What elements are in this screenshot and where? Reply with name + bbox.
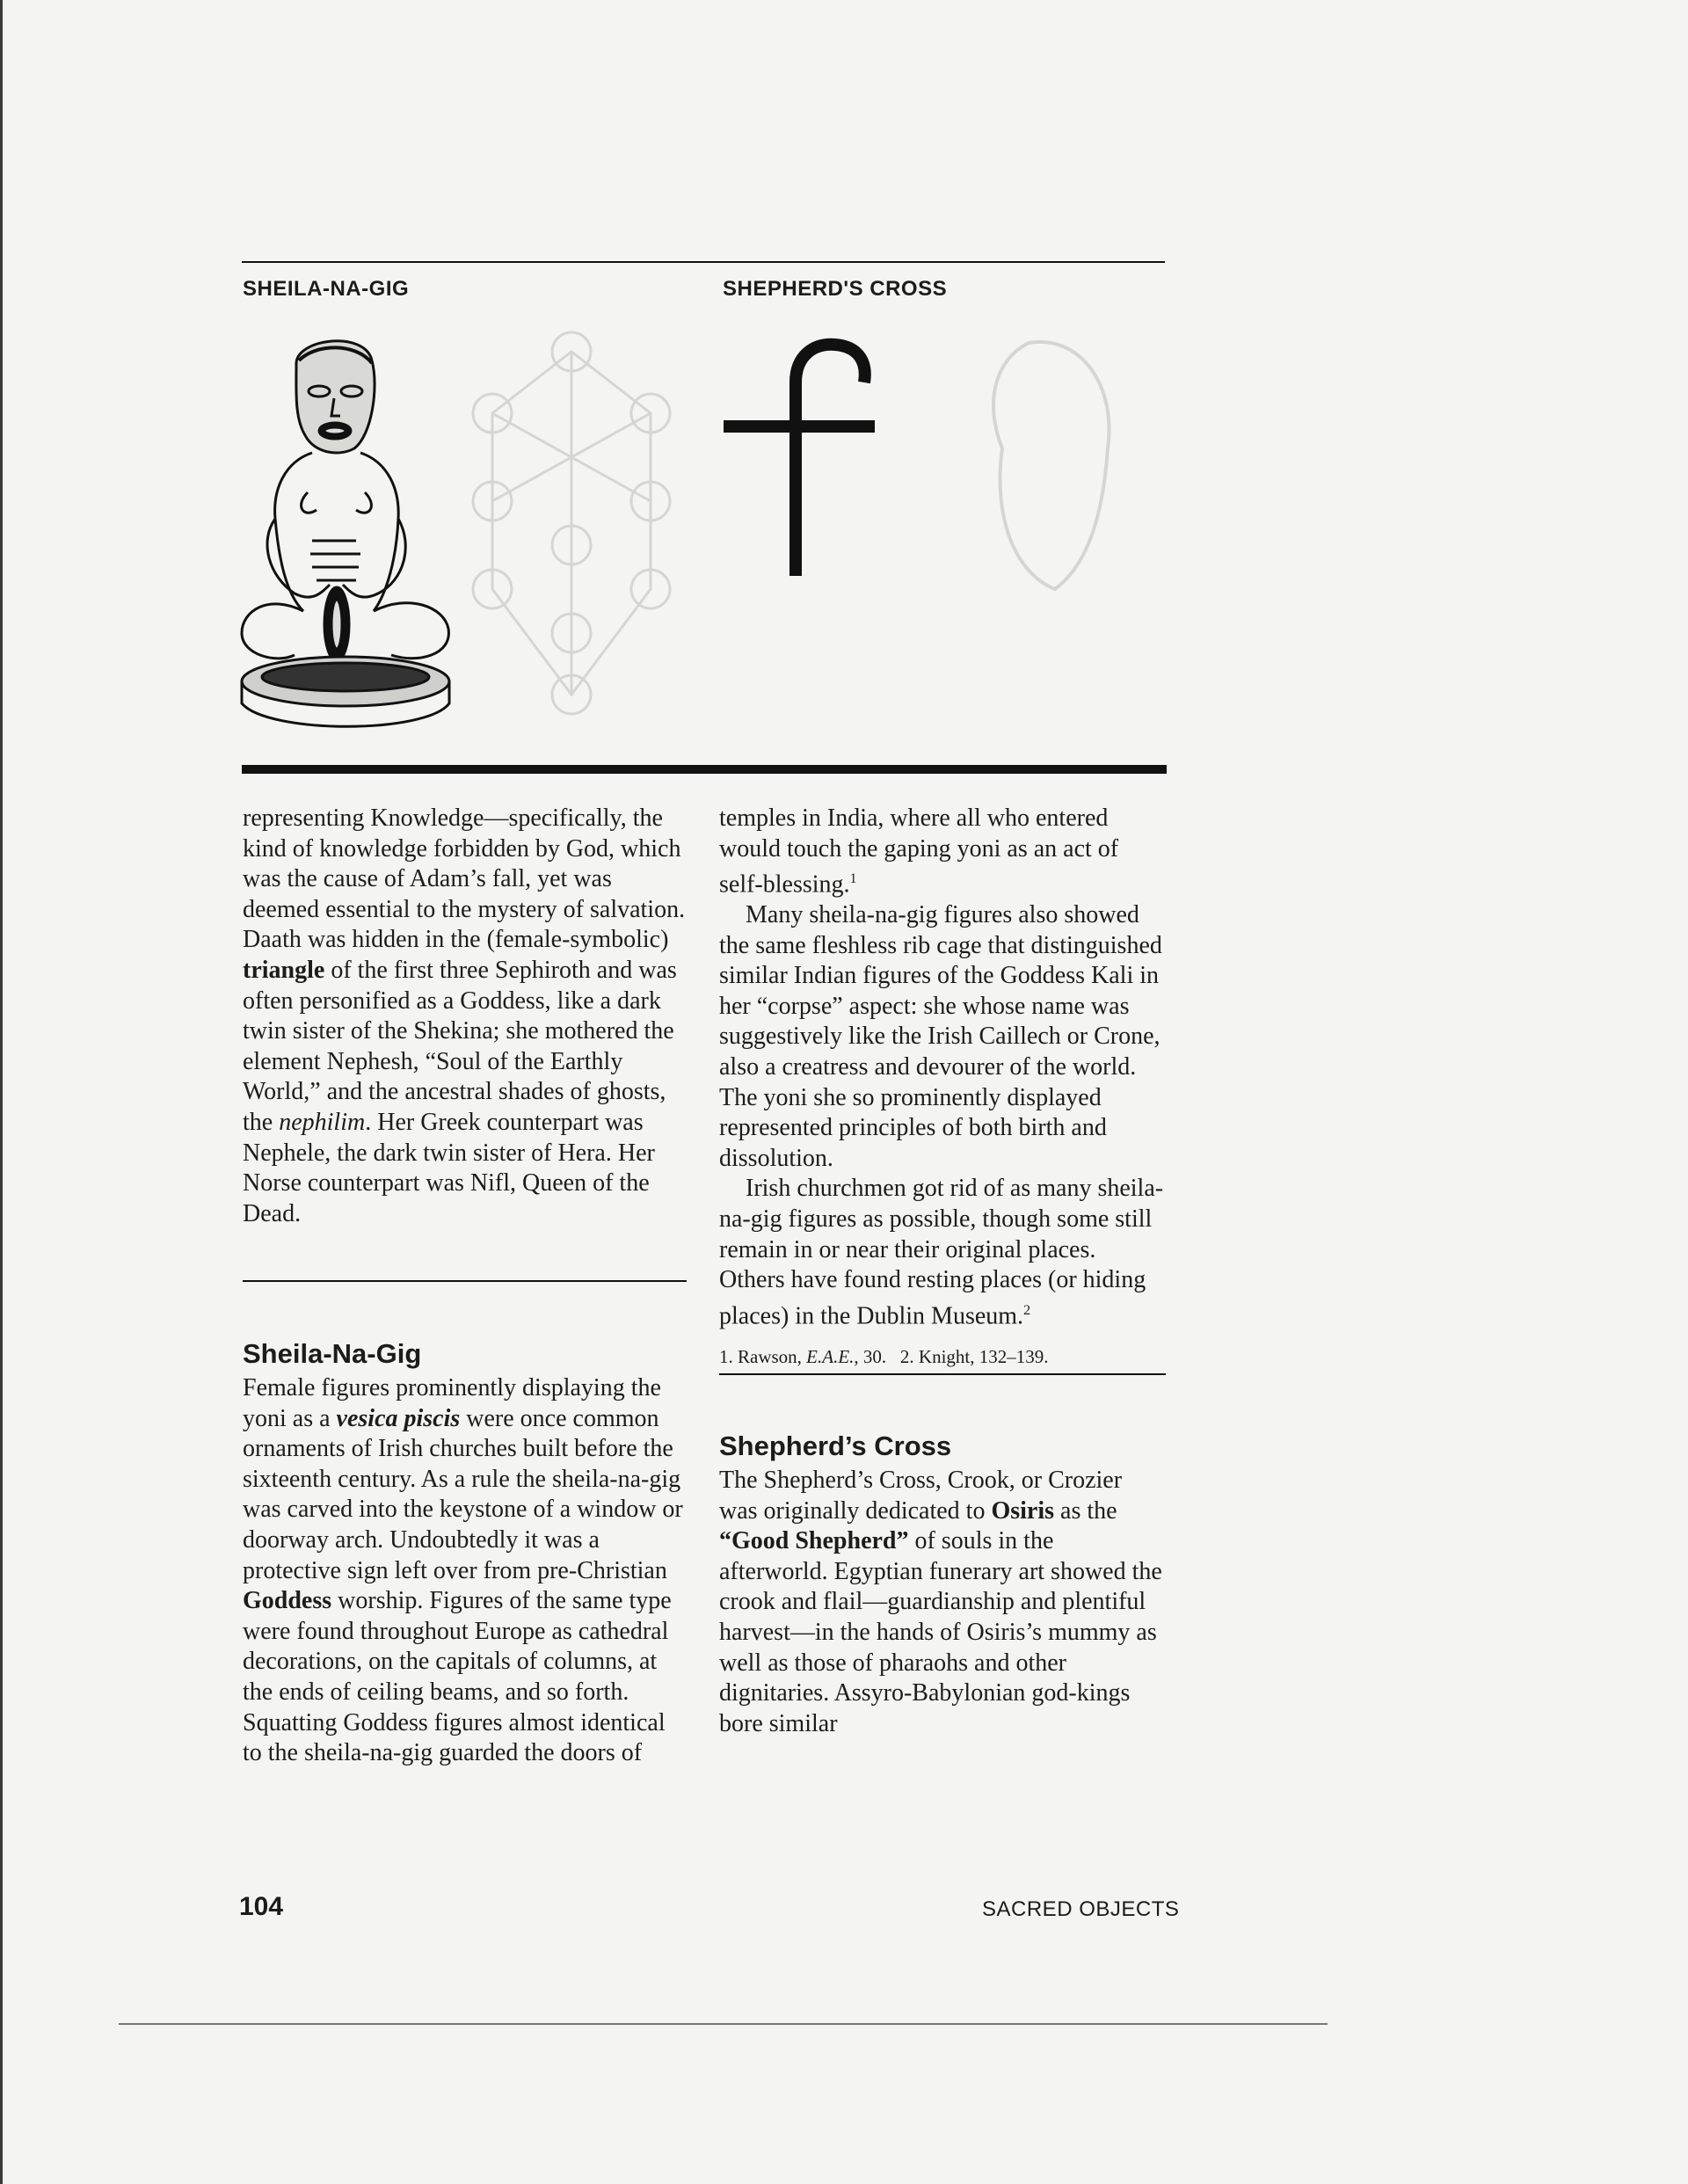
vesica-piscis-link: vesica piscis bbox=[336, 1404, 461, 1432]
left-column bbox=[243, 804, 687, 1229]
page-number: 104 bbox=[239, 1892, 284, 1921]
figure-divider bbox=[242, 765, 1167, 774]
right-paragraph-3: Irish churchmen got rid of as many sheila-na-gig figures as possible, though some still remain in or near their original places. Others have found resting places (or hiding places) in the Dublin Museum.$^2$ bbox=[719, 1175, 1164, 1330]
right-column bbox=[719, 804, 1166, 1369]
sheila-na-gig-title: Sheila-Na-Gig bbox=[243, 1338, 422, 1369]
header-left-label: SHEILA-NA-GIG bbox=[243, 277, 410, 301]
header-rule bbox=[242, 261, 1165, 263]
footnote-ref-1: 1 bbox=[849, 871, 857, 887]
scan-bottom-line bbox=[119, 2023, 1328, 2025]
bleed-through-figure bbox=[976, 334, 1125, 598]
good-shepherd-link: “Good Shepherd” bbox=[719, 1527, 909, 1555]
bleed-through-diagram bbox=[457, 317, 686, 721]
left-continuation-paragraph: representing Knowledge—specifically, the kind of knowledge forbidden by God, which was the cause of Adam’s fall, yet was deemed essential to the mystery of salvation. Daath was hidden in the (female-symbolic) triangle of the first three Sephiroth and was often personified as a Goddess, like a dark twin sister of the Shekina; she mothered the element Nephesh, “Soul of the Earthly World,” and the ancestral shades of ghosts, the nephilim. Her Greek counterpart was Nephele, the dark twin sister of Hera. Her Norse counterpart was Nifl, Queen of the Dead. bbox=[243, 804, 686, 1227]
shepherds-cross-body: The Shepherd’s Cross, Crook, or Crozier was originally dedicated to Osiris as the “Good Shepherd” of souls in the afterworld. Egyptian funerary art showed the crook and flail—guardianship and plentiful harvest—in the hands of Osiris’s mummy as well as those of pharaohs and other dignitaries. Assyro-Babylonian god-kings bore similar bbox=[719, 1467, 1162, 1737]
sheila-na-gig-body: Female figures prominently displaying the yoni as a vesica piscis were once common ornaments of Irish churches built before the sixteenth century. As a rule the sheila-na-gig was carved into the keystone of a window or doorway arch. Undoubtedly it was a protective sign left over from pre-Christian Goddess worship. Figures of the same type were found throughout Europe as cathedral decorations, on the capitals of columns, at the ends of ceiling beams, and so forth. Squatting Goddess figures almost identical to the sheila-na-gig guarded the doors of bbox=[243, 1374, 683, 1767]
triangle-link: triangle bbox=[243, 956, 325, 984]
goddess-link: Goddess bbox=[243, 1587, 332, 1615]
section-label: SACRED OBJECTS bbox=[982, 1897, 1180, 1921]
left-section-rule bbox=[243, 1280, 687, 1282]
scan-edge bbox=[0, 0, 3, 2184]
sheila-na-gig-entry bbox=[243, 1336, 687, 1769]
header-right-label: SHEPHERD'S CROSS bbox=[723, 277, 948, 301]
right-section-rule bbox=[719, 1373, 1166, 1375]
shepherds-cross-icon bbox=[717, 334, 884, 580]
osiris-link: Osiris bbox=[991, 1496, 1055, 1525]
footnotes: 1. Rawson, E.A.E., 30. 2. Knight, 132–139. bbox=[719, 1345, 1049, 1367]
shepherds-cross-title: Shepherd’s Cross bbox=[719, 1431, 952, 1461]
right-paragraph-2: Many sheila-na-gig figures also showed the same fleshless rib cage that distinguished similar Indian figures of the Goddess Kali in her “corpse” aspect: she whose name was suggestively like the Irish Caillech or Crone, also a creatress and devourer of the world. The yoni she so prominently displayed represented principles of both birth and dissolution. bbox=[719, 901, 1162, 1172]
right-continuation-paragraph: temples in India, where all who entered would touch the gaping yoni as an act of self-blessing.$^1$ bbox=[719, 804, 1119, 899]
sheila-na-gig-figurine-icon bbox=[233, 330, 466, 734]
shepherds-cross-entry bbox=[719, 1429, 1166, 1739]
footnote-ref-2: 2 bbox=[1023, 1302, 1031, 1318]
